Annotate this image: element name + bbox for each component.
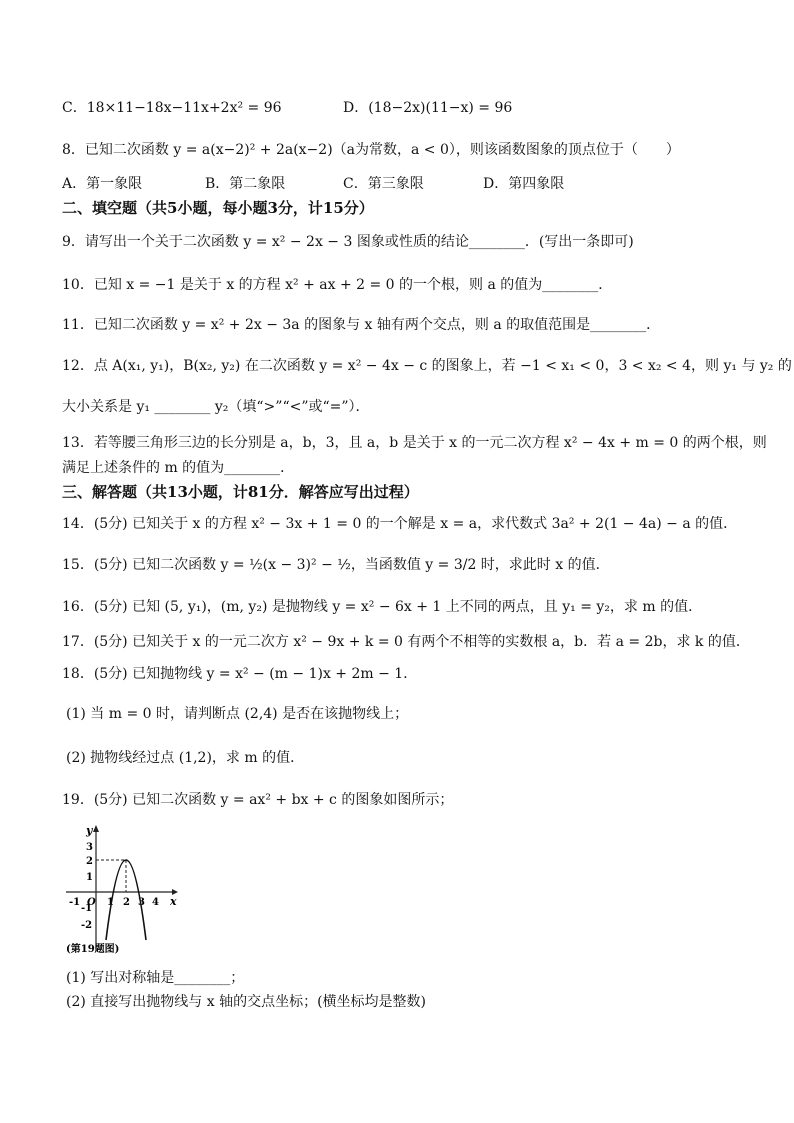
x-axis-label: x: [170, 895, 177, 908]
section-2-heading: 二、填空题（共5小题，每小题3分，计15分）: [62, 199, 374, 217]
q8-option-d: D．第四象限: [483, 176, 565, 192]
y-tick-label: -2: [81, 920, 93, 931]
question-19: 19．(5分) 已知二次函数 y = ax² + bx + c 的图象如图所示；: [62, 792, 454, 808]
q7-option-d: D．(18−2x)(11−x) = 96: [343, 100, 513, 116]
question-14: 14．(5分) 已知关于 x 的方程 x² − 3x + 1 = 0 的一个解是 x = a，求代数式 3a² + 2(1 − 4a) − a 的值．: [62, 516, 738, 532]
question-9: 9．请写出一个关于二次函数 y = x² − 2x − 3 图象或性质的结论________．(写出一条即可): [62, 234, 634, 250]
parabola-figure: [60, 822, 180, 957]
x-tick-label: 2: [123, 897, 130, 908]
x-tick-label: 3: [138, 897, 145, 908]
question-18-part1: (1) 当 m = 0 时，请判断点 (2,4) 是否在该抛物线上；: [66, 706, 409, 722]
x-tick-label: -1: [69, 897, 81, 908]
question-10: 10．已知 x = −1 是关于 x 的方程 x² + ax + 2 = 0 的一个根，则 a 的值为________．: [62, 277, 613, 293]
y-tick-label: -1: [81, 903, 93, 914]
question-18: 18．(5分) 已知抛物线 y = x² − (m − 1)x + 2m − 1．: [62, 666, 418, 682]
question-13-line1: 13．若等腰三角形三边的长分别是 a，b，3，且 a，b 是关于 x 的一元二次方程 x² − 4x + m = 0 的两个根，则: [62, 435, 767, 451]
question-13-line2: 满足上述条件的 m 的值为________．: [62, 460, 295, 476]
question-19-part1: (1) 写出对称轴是________；: [66, 970, 245, 986]
q8-option-b: B．第二象限: [205, 176, 286, 192]
question-11: 11．已知二次函数 y = x² + 2x − 3a 的图象与 x 轴有两个交点，则 a 的取值范围是________．: [62, 317, 661, 333]
q8-option-c: C．第三象限: [343, 176, 424, 192]
question-12-line1: 12．点 A(x₁, y₁)，B(x₂, y₂) 在二次函数 y = x² − 4x − c 的图象上，若 −1 < x₁ < 0，3 < x₂ < 4，则 y₁ 与 y₂ 的: [62, 358, 792, 374]
y-axis-label: y: [86, 824, 93, 837]
y-tick-label: 1: [86, 872, 93, 883]
question-8: 8．已知二次函数 y = a(x−2)² + 2a(x−2)（a为常数，a < 0），则该函数图象的顶点位于（ ）: [62, 142, 680, 158]
q8-option-a: A．第一象限: [62, 176, 143, 192]
question-12-line2: 大小关系是 y₁ ________ y₂（填“>”“<”或“=”）．: [62, 399, 370, 415]
y-axis-arrow: [93, 825, 99, 832]
q7-option-c: C．18×11−18x−11x+2x² = 96: [62, 100, 282, 116]
y-tick-label: 3: [86, 842, 93, 853]
question-17: 17．(5分) 已知关于 x 的一元二次方 x² − 9x + k = 0 有两个不相等的实数根 a，b．若 a = 2b，求 k 的值．: [62, 634, 750, 650]
figure-caption: (第19题图): [66, 944, 120, 955]
x-tick-label: 1: [107, 897, 114, 908]
question-19-part2: (2) 直接写出抛物线与 x 轴的交点坐标；(横坐标均是整数): [66, 994, 426, 1010]
question-15: 15．(5分) 已知二次函数 y = ½(x − 3)² − ½，当函数值 y = 3/2 时，求此时 x 的值．: [62, 557, 610, 573]
section-3-heading: 三、解答题（共13小题，计81分．解答应写出过程）: [62, 483, 419, 501]
origin-label: O: [87, 897, 96, 908]
y-tick-label: 2: [86, 856, 93, 867]
x-tick-label: 4: [152, 897, 159, 908]
question-18-part2: (2) 抛物线经过点 (1,2)，求 m 的值．: [66, 750, 305, 766]
question-16: 16．(5分) 已知 (5, y₁)，(m, y₂) 是抛物线 y = x² − 6x + 1 上不同的两点，且 y₁ = y₂，求 m 的值．: [62, 599, 703, 615]
